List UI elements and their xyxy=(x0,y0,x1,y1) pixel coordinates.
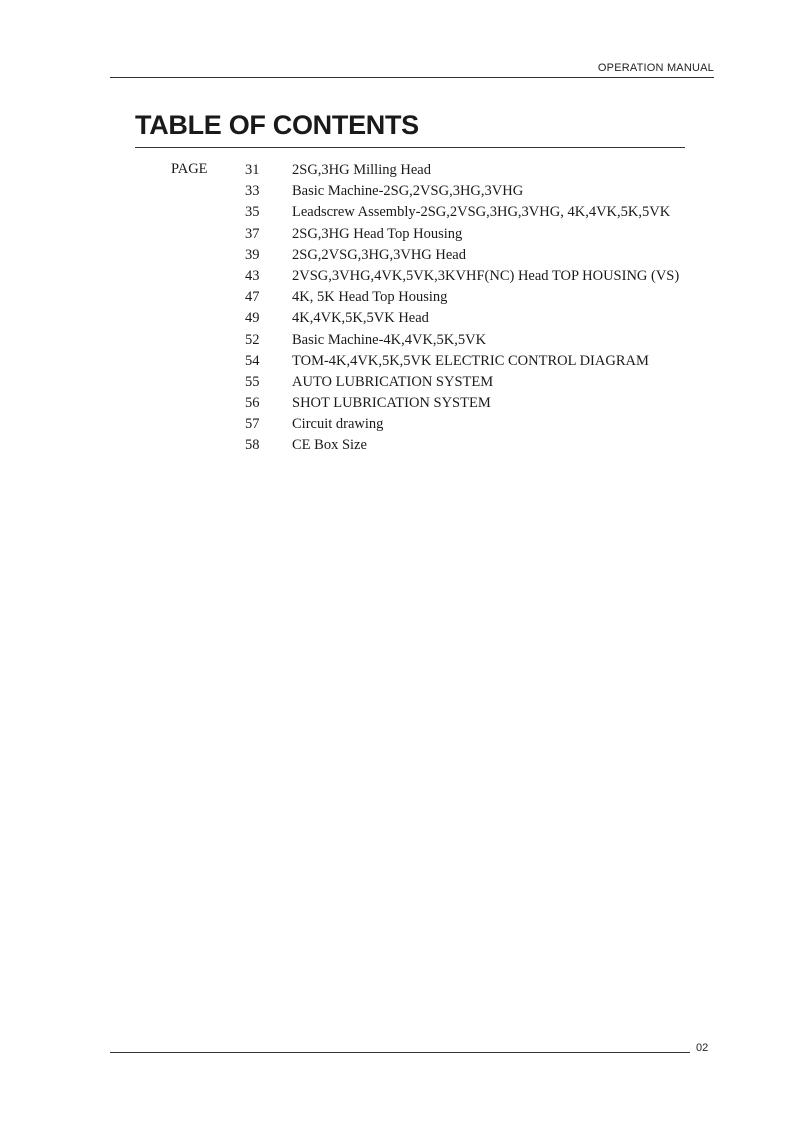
toc-page-number: 49 xyxy=(245,310,260,327)
toc-entry[interactable] xyxy=(240,267,679,288)
toc-entry[interactable] xyxy=(240,394,679,415)
toc-entry-title: 2SG,3HG Milling Head xyxy=(292,162,431,178)
running-header: OPERATION MANUAL xyxy=(597,62,714,74)
toc-entry-title: SHOT LUBRICATION SYSTEM xyxy=(292,395,491,412)
toc-page-number: 55 xyxy=(245,373,260,390)
toc-entry[interactable] xyxy=(240,288,679,309)
toc-entry-title: 2VSG,3VHG,4VK,5VK,3KVHF(NC) Head TOP HOUSING (VS) xyxy=(292,267,680,284)
toc-entry-title: AUTO LUBRICATION SYSTEM xyxy=(292,373,494,390)
toc-page-number: 35 xyxy=(245,204,260,221)
toc-entry[interactable] xyxy=(240,415,679,436)
toc-entry[interactable] xyxy=(240,309,679,330)
toc-page-number: 39 xyxy=(245,246,260,263)
toc-entry-title: Basic Machine-4K,4VK,5K,5VK xyxy=(292,331,487,348)
page-column-label: PAGE xyxy=(171,161,208,177)
toc-entry[interactable] xyxy=(240,161,679,182)
toc-entry[interactable] xyxy=(240,225,679,246)
page-number: 02 xyxy=(696,1042,709,1054)
page-title: TABLE OF CONTENTS xyxy=(135,110,419,140)
toc-entry[interactable] xyxy=(240,352,679,373)
toc-page-number: 43 xyxy=(245,267,260,284)
toc-page-number: 57 xyxy=(245,416,260,433)
header-divider xyxy=(110,77,714,78)
toc-entry[interactable] xyxy=(240,436,679,457)
toc-entry-title: CE Box Size xyxy=(292,437,367,454)
toc-page-number: 37 xyxy=(245,225,260,242)
toc-entry-title: 2SG,2VSG,3HG,3VHG Head xyxy=(292,246,466,263)
toc-entry[interactable] xyxy=(240,203,679,224)
title-divider xyxy=(135,147,685,148)
toc-page-number: 31 xyxy=(245,162,260,178)
toc-entry-title: Leadscrew Assembly-2SG,2VSG,3HG,3VHG, 4K,4VK,5K,5VK xyxy=(292,204,671,221)
toc-entry-title: 4K, 5K Head Top Housing xyxy=(292,289,448,306)
toc-entry-title: TOM-4K,4VK,5K,5VK ELECTRIC CONTROL DIAGRAM xyxy=(292,352,649,369)
toc-entry[interactable] xyxy=(240,331,679,352)
toc-entry-title: Circuit drawing xyxy=(292,416,384,433)
toc-entry-title: 4K,4VK,5K,5VK Head xyxy=(292,310,429,327)
toc-page-number: 52 xyxy=(245,331,260,348)
toc-entry[interactable] xyxy=(240,246,679,267)
toc-page-number: 47 xyxy=(245,289,260,306)
toc-entry-title: 2SG,3HG Head Top Housing xyxy=(292,225,463,242)
toc-page-number: 33 xyxy=(245,183,260,200)
toc-page-number: 56 xyxy=(245,395,260,412)
toc-entry-title: Basic Machine-2SG,2VSG,3HG,3VHG xyxy=(292,183,524,200)
toc-page-number: 54 xyxy=(245,352,260,369)
toc-list xyxy=(240,161,679,458)
toc-entry[interactable] xyxy=(240,373,679,394)
footer-divider xyxy=(110,1052,690,1053)
toc-entry[interactable] xyxy=(240,182,679,203)
toc-page-number: 58 xyxy=(245,437,260,454)
